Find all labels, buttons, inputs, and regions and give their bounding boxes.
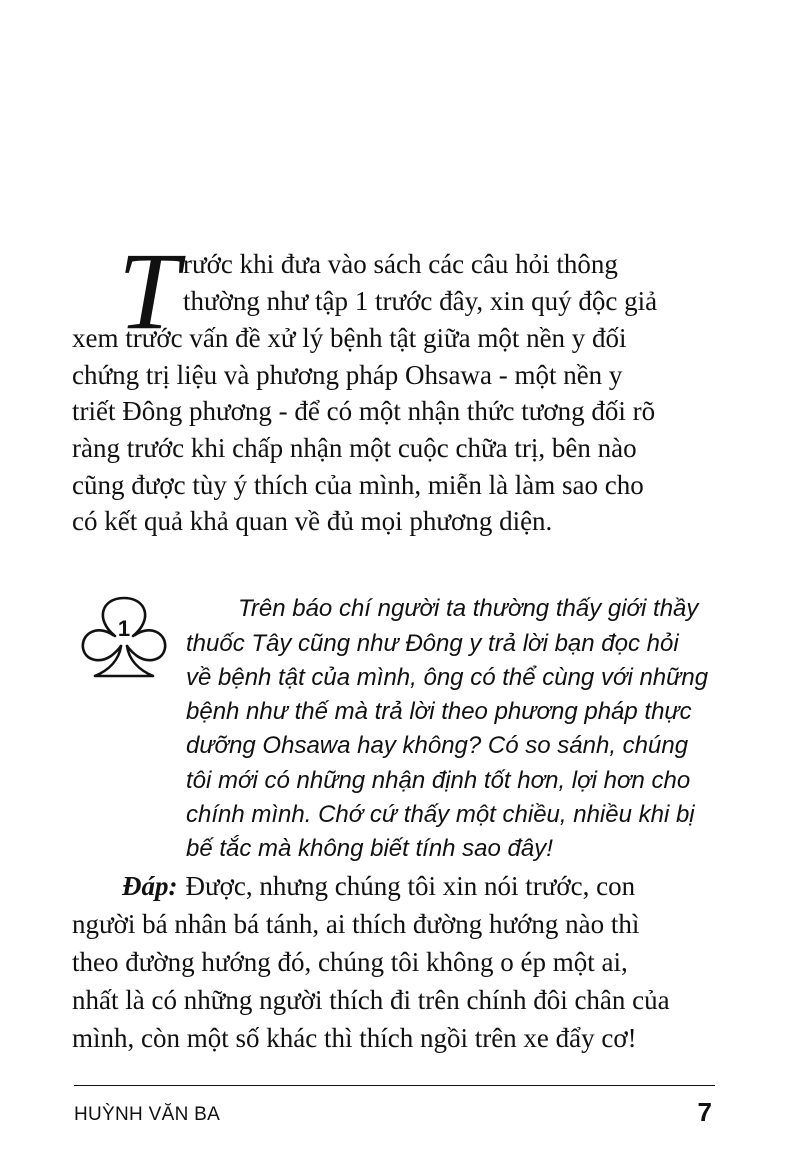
- intro-line: thường như tập 1 trước đây, xin quý độc giả: [183, 286, 658, 316]
- question-number: 1: [117, 616, 131, 641]
- question-line: về bệnh tật của mình, ông có thể cùng với những: [186, 664, 709, 691]
- page-number: 7: [697, 1097, 712, 1127]
- answer-line-text: Được, nhưng chúng tôi xin nói trước, con: [185, 871, 636, 901]
- club-icon: [77, 590, 171, 684]
- question-line: chính mình. Chớ cứ thấy một chiều, nhiều khi bị: [186, 801, 695, 828]
- intro-line: triết Đông phương - để có một nhận thức tương đối rõ: [72, 396, 656, 426]
- footer-author: HUỲNH VĂN BA: [74, 1104, 221, 1125]
- question-line: thuốc Tây cũng như Đông y trả lời bạn đọc hỏi: [186, 630, 679, 657]
- question-line: tôi mới có những nhận định tốt hơn, lợi hơn cho: [186, 767, 691, 794]
- drop-cap: T: [118, 230, 180, 352]
- intro-line: rước khi đưa vào sách các câu hỏi thông: [183, 249, 618, 279]
- answer-line: mình, còn một số khác thì thích ngồi trên xe đẩy cơ!: [72, 1023, 637, 1053]
- intro-line: xem trước vấn đề xử lý bệnh tật giữa một nền y đối: [72, 323, 627, 353]
- question-line: bế tắc mà không biết tính sao đây!: [186, 835, 553, 862]
- intro-line: cũng được tùy ý thích của mình, miễn là làm sao cho: [72, 470, 644, 500]
- intro-line: có kết quả khả quan về đủ mọi phương diện.: [72, 506, 553, 536]
- footer-divider: [74, 1085, 715, 1086]
- intro-line: ràng trước khi chấp nhận một cuộc chữa trị, bên nào: [72, 433, 637, 463]
- intro-paragraph: [0, 0, 800, 560]
- answer-line: người bá nhân bá tánh, ai thích đường hướng nào thì: [72, 909, 640, 939]
- answer-line: nhất là có những người thích đi trên chính đôi chân của: [72, 985, 670, 1015]
- intro-line: chứng trị liệu và phương pháp Ohsawa - một nền y: [72, 360, 623, 390]
- answer-line: theo đường hướng đó, chúng tôi không o ép một ai,: [72, 947, 628, 977]
- question-line: dưỡng Ohsawa hay không? Có so sánh, chúng: [186, 732, 689, 759]
- question-line: bệnh như thế mà trả lời theo phương pháp thực: [186, 698, 692, 725]
- question-line: Trên báo chí người ta thường thấy giới thầy: [238, 595, 699, 622]
- answer-label: Đáp:: [122, 871, 178, 901]
- answer-line: [122, 868, 714, 904]
